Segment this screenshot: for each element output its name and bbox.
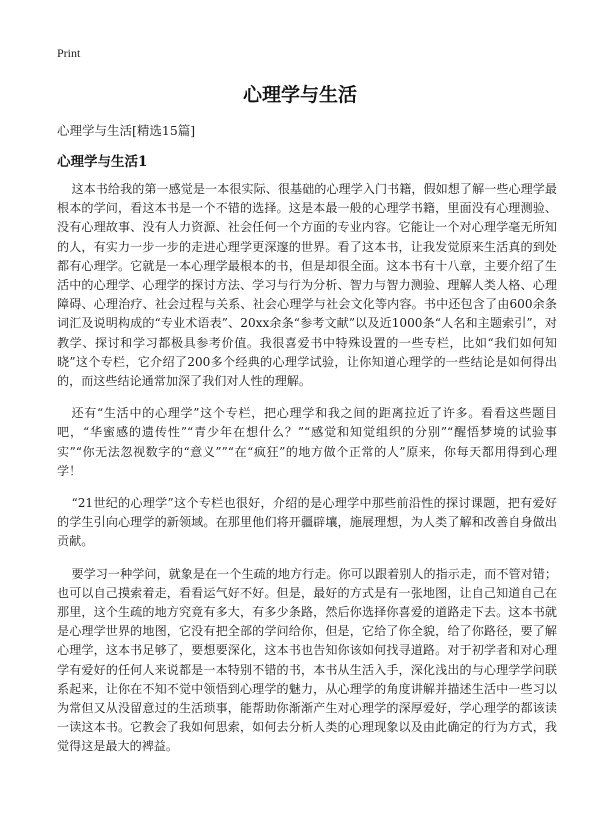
print-link[interactable]: Print [57, 46, 81, 60]
document-subtitle: 心理学与生活[精选15篇] [57, 123, 196, 138]
paragraph-2: 还有“生活中的心理学”这个专栏，把心理学和我之间的距离拉近了许多。看看这些题目吧，“华蜜感的遗传性”“青少年在想什么？”“感觉和知觉组织的分别”“醒悟梦境的试验事实”“你无法忽视数字的“意义””“在“疯狂”的地方做个正常的人”原来，你每天都用得到心理学！ [57, 406, 557, 478]
section-heading: 心理学与生活1 [57, 154, 148, 170]
article-body [57, 180, 557, 770]
paragraph-1: 这本书给我的第一感觉是一本很实际、很基础的心理学入门书籍，假如想了解一些心理学最根本的学问，看这本书是一个不错的选择。这是本最一般的心理学书籍，里面没有心理测验、没有心理故事、没有人力资源、社会任何一个方面的专业内容。它能让一个对心理学毫无所知的人，有实力一步一步的走进心理学更深邃的世界。看了这本书，让我发觉原来生活真的到处都有心理学。它就是一本心理学最根本的书，但是却很全面。这本书有十八章，主要介绍了生活中的心理学、心理学的探讨方法、学习与行为分析、智力与智力测验、理解人类人格、心理障碍、心理治疗、社会过程与关系、社会心理学与社会文化等内容。书中还包含了由600余条词汇及说明构成的“专业术语表”、20xx余条“参考文献”以及近1000条“人名和主题索引”，对教学、探讨和学习都极具参考价值。我很喜爱书中特殊设置的一些专栏，比如“我们如何知晓”这个专栏，它介绍了200多个经典的心理学试验，让你知道心理学的一些结论是如何得出的，而这些结论通常加深了我们对人性的理解。 [57, 182, 557, 389]
paragraph-4: 要学习一种学问，就象是在一个生疏的地方行走。你可以跟着别人的指示走，而不管对错；也可以自己摸索着走，看看运气好不好。但是，最好的方式是有一张地图，让自己知道自己在那里，这个生疏的地方究竟有多大，有多少条路，然后你选择你喜爱的道路走下去。这本书就是心理学世界的地图，它没有把全部的学问给你，但是，它给了你全貌，给了你路径，要了解心理学，这本书足够了，要想要深化，这本书也告知你该如何找寻道路。对于初学者和对心理学有爱好的任何人来说都是一本特别不错的书，本书从生活入手，深化浅出的与心理学学问联系起来，让你在不知不觉中领悟到心理学的魅力，从心理学的角度讲解并描述生活中一些习以为常但又从没留意过的生活琐事，能帮助你渐渐产生对心理学的深厚爱好，学心理学的都该读一读这本书。它教会了我如何思索，如何去分析人类的心理现象以及由此确定的行为方式，我觉得这是最大的裨益。 [57, 566, 557, 754]
document-title: 心理学与生活 [242, 84, 357, 106]
paragraph-3: “21世纪的心理学”这个专栏也很好，介绍的是心理学中那些前沿性的探讨课题，把有爱好的学生引向心理学的新领域。在那里他们将开疆辟壤，施展理想，为人类了解和改善自身做出贡献。 [57, 496, 557, 549]
